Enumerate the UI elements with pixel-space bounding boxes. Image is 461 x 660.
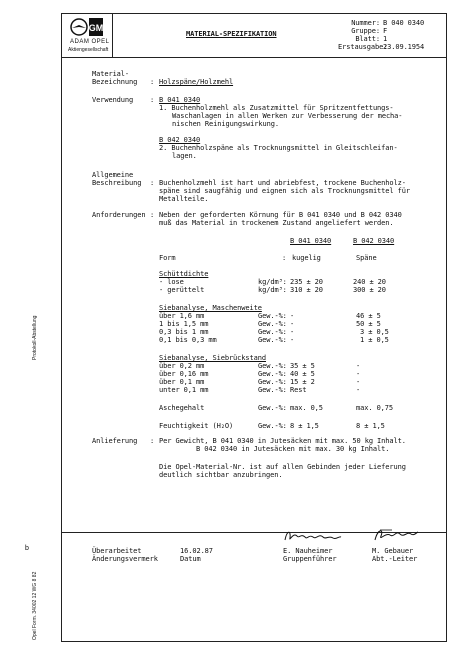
verw2-line2: lagen. [172,152,197,160]
row-asche-v2: max. 0,75 [356,404,394,412]
row-asche-label: Aschegehalt [159,404,205,412]
verw2-line1: 2. Buchenholzspäne als Trocknungsmittel in Gleitschleifan- [159,144,398,152]
row-geruttelt-unit: kg/dm³: [258,286,287,294]
sieb1-row-unit: Gew.-%: [258,312,287,320]
sieb2-row-v2: - [356,362,361,370]
sieb1-row-v1: - [290,320,295,328]
sieb2-row-unit: Gew.-%: [258,362,287,370]
verw1-line1: 1. Buchenholzmehl als Zusatzmittel für Spritzentfettungs- [159,104,394,112]
sieb2-row-v1: 15 ± 2 [290,378,315,386]
signature-nauheimer [283,528,343,544]
sig1-name: E. Nauheimer [283,547,333,555]
row-geruttelt-label: - gerüttelt [159,286,205,294]
meta-label-blatt: Blatt: [355,35,380,43]
verw1-line2: Waschanlagen in allen Werken zur Verbesserung der mecha- [172,112,403,120]
row-geruttelt-v2: 300 ± 20 [353,286,386,294]
colon-anforderungen: : [150,211,155,219]
label-anforderungen: Anforderungen [92,211,146,219]
anl-line3: Die Opel-Material-Nr. ist auf allen Gebinden jeder Lieferung [159,463,406,471]
sieb1-row-label: 1 bis 1,5 mm [159,320,209,328]
sieb1-row-v2: 50 ± 5 [356,320,381,328]
label-allgemeine-2: Beschreibung [92,179,142,187]
row-feucht-v2: 8 ± 1,5 [356,422,385,430]
sieb2-row-label: über 0,16 mm [159,370,209,378]
sieb1-row-unit: Gew.-%: [258,320,287,328]
row-feucht-v1: 8 ± 1,5 [290,422,319,430]
sig1-role: Gruppenführer [283,555,337,563]
sieb1-row-v1: - [290,312,295,320]
meta-label-gruppe: Gruppe: [351,27,380,35]
margin-form-text: Opel Form. 34002 12 WG 8 82 [32,571,38,640]
meta-value-blatt: 1 [383,35,388,43]
sieb1-row-v1: - [290,336,295,344]
sieb2-row-unit: Gew.-%: [258,370,287,378]
anl-line2: B 042 0340 in Jutesäcken mit max. 30 kg Inhalt. [196,445,390,453]
sieb1-heading: Siebanalyse, Maschenweite [159,304,262,312]
footer-date-label: Datum [180,555,201,563]
logo-company: ADAM OPEL [70,39,110,45]
row-asche-v1: max. 0,5 [290,404,323,412]
sieb2-row-label: unter 0,1 mm [159,386,209,394]
colon-allgemeine: : [150,179,155,187]
label-allgemeine-1: Allgemeine [92,171,134,179]
signature-gebauer [372,526,420,544]
sieb2-row-label: über 0,1 mm [159,378,205,386]
meta-label-erstausgabe: Erstausgabe: [338,43,388,51]
row-feucht-label: Feuchtigkeit (H₂O) [159,422,234,430]
sieb1-row-label: über 1,6 mm [159,312,205,320]
col-head-b041: B 041 0340 [290,237,332,245]
meta-value-nummer: B 040 0340 [383,19,425,27]
row-form-v2: Späne [356,254,377,262]
sieb1-row-v2: 3 ± 0,5 [360,328,389,336]
allg-line3: Metallteile. [159,195,209,203]
label-anlieferung: Anlieferung [92,437,138,445]
sig2-role: Abt.-Leiter [372,555,418,563]
sieb1-row-unit: Gew.-%: [258,336,287,344]
colon-material: : [150,78,155,86]
header-divider-bottom [61,57,447,58]
row-lose-v2: 240 ± 20 [353,278,386,286]
allg-line2: späne sind saugfähig und eignen sich als Trocknungsmittel für [159,187,410,195]
sieb2-heading: Siebanalyse, Siebrückstand [159,354,266,362]
sieb2-row-v2: - [356,386,361,394]
col-head-b042: B 042 0340 [353,237,395,245]
meta-label-nummer: Nummer: [351,19,380,27]
header-divider-left [112,13,113,57]
footer-label-anderungsvermerk: Änderungsvermerk [92,555,158,563]
sieb2-row-label: über 0,2 mm [159,362,205,370]
meta-values [383,19,424,51]
verw1-number: B 041 0340 [159,96,201,104]
row-lose-label: - lose [159,278,184,286]
sieb1-row-v2: 46 ± 5 [356,312,381,320]
sieb1-row-label: 0,1 bis 0,3 mm [159,336,217,344]
row-feucht-unit: Gew.-%: [258,422,287,430]
opel-logo [70,16,104,38]
schuttdichte-heading: Schüttdichte [159,270,209,278]
label-material-1: Material- [92,70,130,78]
sieb2-row-v1: 40 ± 5 [290,370,315,378]
verw1-line3: nischen Reinigungswirkung. [172,120,279,128]
meta-value-erstausgabe: 23.09.1954 [383,43,425,51]
sieb2-row-v1: Rest [290,386,307,394]
row-form-colon: : [282,254,287,262]
verw2-number: B 042 0340 [159,136,201,144]
row-lose-v1: 235 ± 20 [290,278,323,286]
anf-line1: Neben der geforderten Körnung für B 041 0340 und B 042 0340 [159,211,402,219]
meta-value-gruppe: F [383,27,388,35]
label-material-2: Bezeichnung [92,78,138,86]
row-form-label: Form [159,254,176,262]
sieb1-row-v2: 1 ± 0,5 [360,336,389,344]
label-verwendung: Verwendung [92,96,134,104]
colon-verwendung: : [150,96,155,104]
row-lose-unit: kg/dm³: [258,278,287,286]
svg-text:GM: GM [88,23,104,33]
sieb1-row-label: 0,3 bis 1 mm [159,328,209,336]
footer-label-uberarbeitet: Überarbeitet [92,547,142,555]
sieb2-row-v2: - [356,370,361,378]
logo-subtitle: Aktiengesellschaft [68,47,109,53]
colon-anlieferung: : [150,437,155,445]
sieb1-row-v1: - [290,328,295,336]
footer-date-value: 16.02.87 [180,547,213,555]
row-asche-unit: Gew.-%: [258,404,287,412]
meta-labels [338,19,388,51]
row-geruttelt-v1: 310 ± 20 [290,286,323,294]
sieb2-row-unit: Gew.-%: [258,378,287,386]
sieb2-row-unit: Gew.-%: [258,386,287,394]
value-material: Holzspäne/Holzmehl [159,78,234,86]
sieb1-row-unit: Gew.-%: [258,328,287,336]
page-title: MATERIAL-SPEZIFIKATION [186,30,277,38]
sieb2-row-v1: 35 ± 5 [290,362,315,370]
sieb2-row-v2: - [356,378,361,386]
row-form-v1: kugelig [292,254,321,262]
margin-protokoll-text: Protokoll-Abstellung [32,315,38,360]
anf-line2: muß das Material in trockenem Zustand angeliefert werden. [159,219,394,227]
anl-line4: deutlich sichtbar anzubringen. [159,471,283,479]
margin-letter-b: b [25,545,29,552]
allg-line1: Buchenholzmehl ist hart und abriebfest, trockene Buchenholz- [159,179,406,187]
sig2-name: M. Gebauer [372,547,414,555]
anl-line1: Per Gewicht, B 041 0340 in Jutesäcken mit max. 50 kg Inhalt. [159,437,406,445]
